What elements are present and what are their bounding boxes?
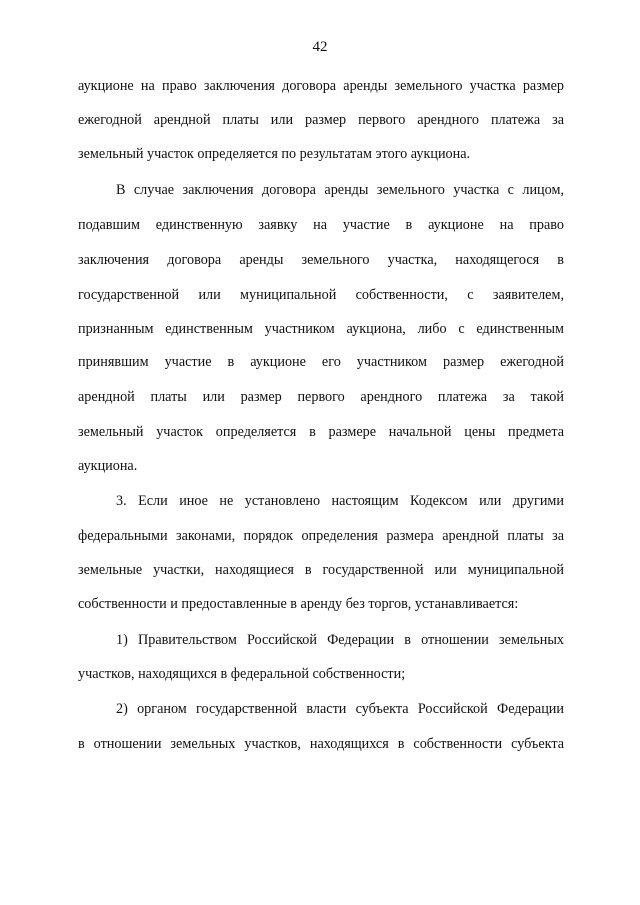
text-line: арендной платы или размер первого арендного платежа за такой — [78, 389, 564, 405]
text-line: земельный участок определяется по результатам этого аукциона. — [78, 146, 471, 162]
text-line: признанным единственным участником аукциона, либо с единственным — [78, 321, 564, 337]
text-line: 3. Если иное не установлено настоящим Кодексом или другими — [116, 493, 564, 509]
text-line: 2) органом государственной власти субъекта Российской Федерации — [116, 701, 564, 717]
text-line: собственности и предоставленные в аренду без торгов, устанавливается: — [78, 596, 519, 612]
text-line: аукциона. — [78, 458, 138, 474]
text-line: федеральными законами, порядок определения размера арендной платы за — [78, 528, 564, 544]
text-line: заключения договора аренды земельного участка, находящегося в — [78, 252, 564, 268]
page-number: 42 — [312, 39, 328, 55]
text-line: участков, находящихся в федеральной собственности; — [78, 666, 406, 682]
text-line: земельный участок определяется в размере начальной цены предмета — [78, 424, 564, 440]
text-line: аукционе на право заключения договора аренды земельного участка размер — [78, 78, 564, 94]
text-line: ежегодной арендной платы или размер первого арендного платежа за — [78, 112, 564, 128]
text-line: в отношении земельных участков, находящихся в собственности субъекта — [78, 736, 564, 752]
text-line: земельные участки, находящиеся в государственной или муниципальной — [78, 562, 564, 578]
text-line: подавшим единственную заявку на участие в аукционе на право — [78, 217, 564, 233]
text-line: 1) Правительством Российской Федерации в отношении земельных — [116, 632, 564, 648]
text-line: государственной или муниципальной собственности, с заявителем, — [78, 287, 564, 303]
text-line: В случае заключения договора аренды земельного участка с лицом, — [116, 182, 564, 198]
text-line: принявшим участие в аукционе его участником размер ежегодной — [78, 354, 564, 370]
